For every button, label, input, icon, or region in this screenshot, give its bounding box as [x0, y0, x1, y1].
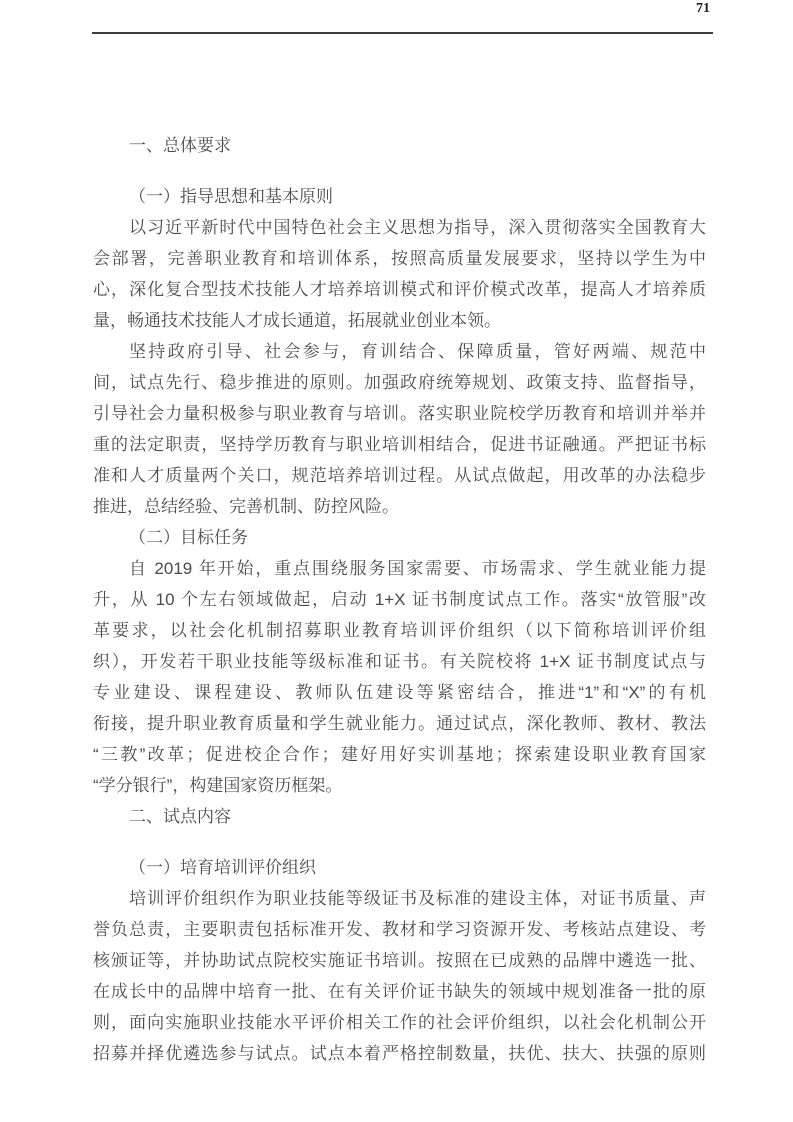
header-rule — [92, 32, 713, 34]
page-number: 71 — [696, 1, 710, 16]
text-line: 引导社会力量积极参与职业教育与培训。落实职业院校学历教育和培训并举并 — [93, 404, 706, 423]
text-line: （一）指导思想和基本原则 — [129, 187, 333, 206]
text-line: 革要求，以社会化机制招募职业教育培训评价组织（以下简称培训评价组 — [93, 621, 706, 640]
text-line: “学分银行”，构建国家资历框架。 — [93, 776, 343, 795]
text-line: 坚持政府引导、社会参与，育训结合、保障质量，管好两端、规范中 — [129, 342, 706, 361]
text-line: 二、试点内容 — [129, 807, 231, 826]
paragraph — [93, 212, 706, 336]
text-line: 核颁证等，并协助试点院校实施证书培训。按照在已成熟的品牌中遴选一批、 — [93, 951, 706, 970]
text-line: 培训评价组织作为职业技能等级证书及标准的建设主体，对证书质量、声 — [129, 889, 706, 908]
text-line: 以习近平新时代中国特色社会主义思想为指导，深入贯彻落实全国教育大 — [129, 218, 706, 237]
text-line: 间，试点先行、稳步推进的原则。加强政府统筹规划、政策支持、监督指导， — [93, 373, 706, 392]
text-line: 誉负总责，主要职责包括标准开发、教材和学习资源开发、考核站点建设、考 — [93, 920, 706, 939]
text-line: 则，面向实施职业技能水平评价相关工作的社会评价组织，以社会化机制公开 — [93, 1013, 706, 1032]
section-heading — [93, 852, 706, 883]
text-line: 心，深化复合型技术技能人才培养培训模式和评价模式改革，提高人才培养质 — [93, 280, 706, 299]
text-line: 在成长中的品牌中培育一批、在有关评价证书缺失的领域中规划准备一批的原 — [93, 982, 706, 1001]
text-line: 一、总体要求 — [129, 136, 231, 155]
text-line: 招募并择优遴选参与试点。试点本着严格控制数量，扶优、扶大、扶强的原则 — [93, 1044, 706, 1063]
text-line: 织），开发若干职业技能等级标准和证书。有关院校将 1+X 证书制度试点与 — [93, 652, 706, 671]
text-line: 重的法定职责，坚持学历教育与职业培训相结合，促进书证融通。严把证书标 — [93, 435, 706, 454]
paragraph — [93, 336, 706, 522]
text-line: 专业建设、课程建设、教师队伍建设等紧密结合，推进“1”和“X”的有机 — [93, 683, 706, 702]
section-heading — [93, 801, 706, 832]
text-line: 会部署，完善职业教育和培训体系，按照高质量发展要求，坚持以学生为中 — [93, 249, 706, 268]
text-line: 推进，总结经验、完善机制、防控风险。 — [93, 497, 399, 516]
text-line: （一）培育培训评价组织 — [129, 858, 316, 877]
text-line: “三教”改革；促进校企合作；建好用好实训基地；探索建设职业教育国家 — [93, 745, 706, 764]
paragraph — [93, 553, 706, 801]
text-line: 准和人才质量两个关口，规范培养培训过程。从试点做起，用改革的办法稳步 — [93, 466, 706, 485]
text-line: 衔接，提升职业教育质量和学生就业能力。通过试点，深化教师、教材、教法 — [93, 714, 706, 733]
text-line: 量，畅通技术技能人才成长通道，拓展就业创业本领。 — [93, 311, 501, 330]
text-line: 升，从 10 个左右领域做起，启动 1+X 证书制度试点工作。落实“放管服”改 — [93, 590, 706, 609]
section-heading — [93, 181, 706, 212]
text-line: （二）目标任务 — [129, 528, 248, 547]
document-content — [93, 130, 706, 1069]
paragraph — [93, 883, 706, 1069]
text-line: 自 2019 年开始，重点围绕服务国家需要、市场需求、学生就业能力提 — [129, 559, 706, 578]
section-heading — [93, 130, 706, 161]
section-heading — [93, 522, 706, 553]
